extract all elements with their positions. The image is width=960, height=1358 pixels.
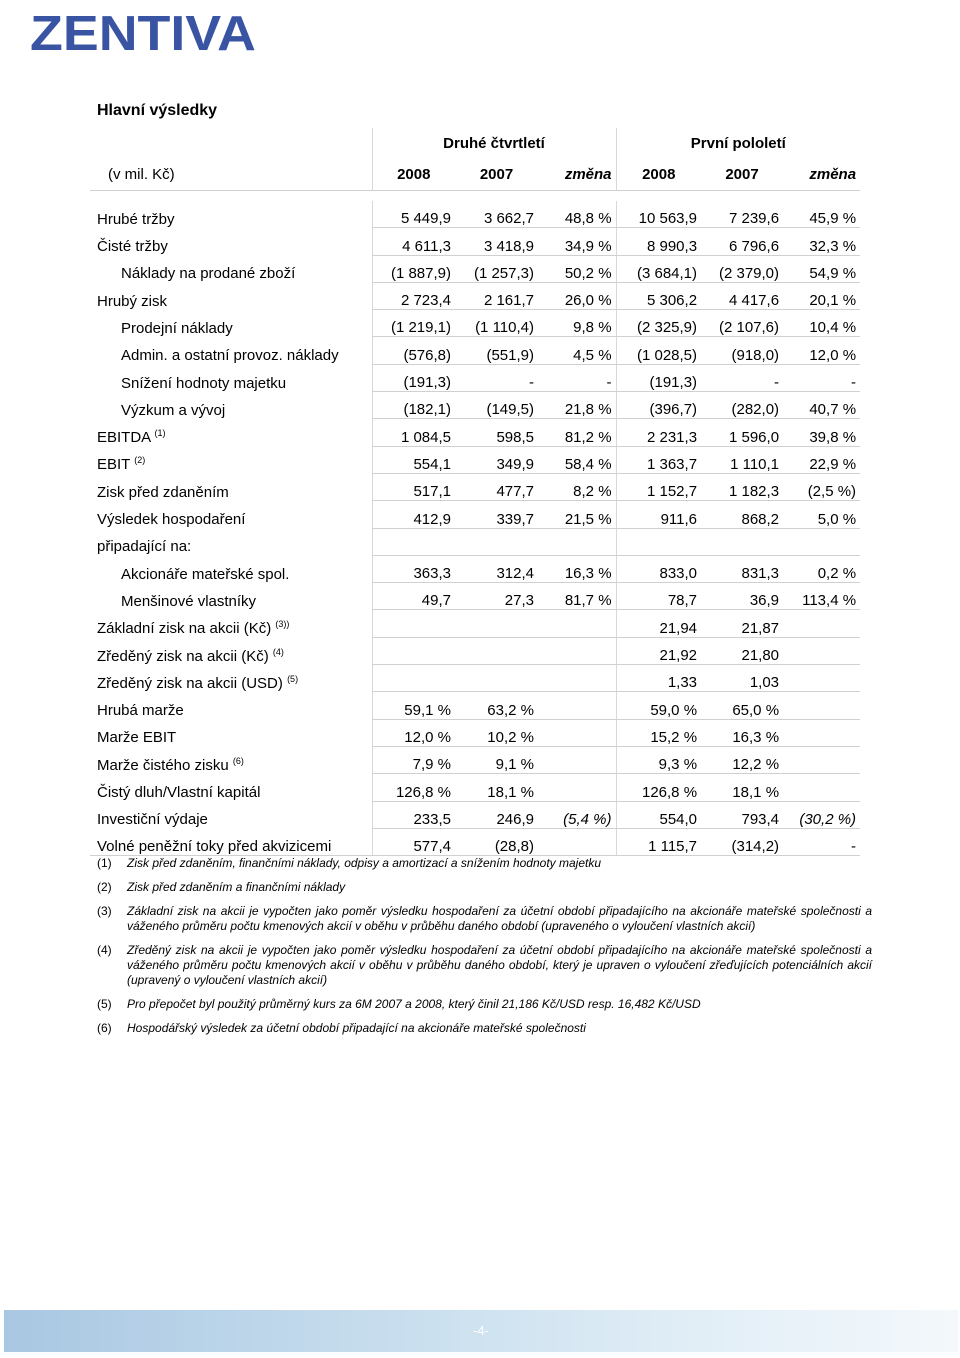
cell-value: 15,2 % xyxy=(616,719,701,746)
footnote-text: Pro přepočet byl použitý průměrný kurs za 6M 2007 a 2008, který činil 21,186 Kč/USD resp. 16,482 Kč/USD xyxy=(127,997,701,1011)
cell-value: 65,0 % xyxy=(701,692,783,719)
row-label xyxy=(90,774,372,801)
cell-value: 21,8 % xyxy=(538,392,616,419)
cell-value: 4 611,3 xyxy=(372,228,455,255)
cell-value: 7 239,6 xyxy=(701,201,783,228)
row-label xyxy=(90,310,372,337)
cell-value xyxy=(783,746,860,773)
cell-value: 4 417,6 xyxy=(701,282,783,309)
cell-value: 477,7 xyxy=(455,473,538,500)
cell-value: 8,2 % xyxy=(538,473,616,500)
cell-value: 4,5 % xyxy=(538,337,616,364)
page-number: -4- xyxy=(473,1323,489,1338)
cell-value xyxy=(538,746,616,773)
cell-value: 339,7 xyxy=(455,501,538,528)
cell-value: 126,8 % xyxy=(616,774,701,801)
cell-value: 3 662,7 xyxy=(455,201,538,228)
row-label-text: Marže EBIT xyxy=(97,729,177,747)
header-change: změna xyxy=(809,165,857,183)
cell-value xyxy=(783,637,860,664)
row-label xyxy=(90,528,372,555)
footnote xyxy=(97,856,872,871)
cell-value: 32,3 % xyxy=(783,228,860,255)
cell-value xyxy=(372,528,455,555)
cell-value: 81,7 % xyxy=(538,583,616,610)
footer-bar xyxy=(4,1310,958,1352)
footnote-ref: (4) xyxy=(272,646,284,657)
cell-value xyxy=(455,610,538,637)
row-label xyxy=(90,665,372,692)
cell-value: 349,9 xyxy=(455,446,538,473)
cell-value: 9,3 % xyxy=(616,746,701,773)
row-label-text: EBITDA xyxy=(97,429,151,447)
table-row xyxy=(90,801,860,828)
cell-value: 598,5 xyxy=(455,419,538,446)
table-row xyxy=(90,310,860,337)
row-label-text: Volné peněžní toky před akvizicemi xyxy=(97,838,332,856)
cell-value: (191,3) xyxy=(372,364,455,391)
footnote-text: Zředěný zisk na akcii je vypočten jako poměr výsledku hospodaření za účetní období připadajícího na akcionáře mateřské společnosti a váženého průměru počtu kmenových akcií v oběhu v průběhu daného období, který je upraven o vyloučení zřeďujících potenciálních akcií (upravený o vyloučení vlastních akcií) xyxy=(127,943,872,987)
footnote-text: Zisk před zdaněním a finančními náklady xyxy=(127,880,346,894)
table-row xyxy=(90,610,860,637)
row-label-text: Menšinové vlastníky xyxy=(121,592,257,610)
footnote xyxy=(97,997,872,1012)
cell-value: 312,4 xyxy=(455,555,538,582)
footnote-number: (4) xyxy=(97,943,112,957)
cell-value: (1 257,3) xyxy=(455,255,538,282)
row-label xyxy=(90,637,372,664)
cell-value: 16,3 % xyxy=(538,555,616,582)
cell-value xyxy=(538,528,616,555)
row-label-text: Zředěný zisk na akcii (Kč) xyxy=(97,647,269,665)
cell-value: 20,1 % xyxy=(783,282,860,309)
footnote xyxy=(97,880,872,895)
cell-value: 48,8 % xyxy=(538,201,616,228)
row-label xyxy=(90,746,372,773)
cell-value: 26,0 % xyxy=(538,282,616,309)
row-label-text: Náklady na prodané zboží xyxy=(121,265,296,283)
table-row xyxy=(90,282,860,309)
table-row xyxy=(90,528,860,555)
zentiva-logo xyxy=(30,4,260,60)
header-unit: (v mil. Kč) xyxy=(108,165,175,183)
cell-value: 113,4 % xyxy=(783,583,860,610)
cell-value xyxy=(538,828,616,855)
table-row xyxy=(90,692,860,719)
cell-value: 27,3 xyxy=(455,583,538,610)
cell-value xyxy=(538,719,616,746)
row-label xyxy=(90,364,372,391)
cell-value: (2 379,0) xyxy=(701,255,783,282)
row-label xyxy=(90,282,372,309)
cell-value: 126,8 % xyxy=(372,774,455,801)
cell-value: - xyxy=(538,364,616,391)
row-label-text: Hrubá marže xyxy=(97,702,184,720)
cell-value: 1,03 xyxy=(701,665,783,692)
table-row xyxy=(90,501,860,528)
table-row xyxy=(90,555,860,582)
table-row xyxy=(90,392,860,419)
cell-value: (3 684,1) xyxy=(616,255,701,282)
cell-value: (314,2) xyxy=(701,828,783,855)
cell-value: 18,1 % xyxy=(701,774,783,801)
cell-value: 50,2 % xyxy=(538,255,616,282)
footnote xyxy=(97,1021,872,1036)
row-label-text: Čistý dluh/Vlastní kapitál xyxy=(97,784,261,802)
row-label-text: Zisk před zdaněním xyxy=(97,483,229,501)
table-row xyxy=(90,583,860,610)
cell-value: (576,8) xyxy=(372,337,455,364)
cell-value: (282,0) xyxy=(701,392,783,419)
cell-value: 21,5 % xyxy=(538,501,616,528)
cell-value: 517,1 xyxy=(372,473,455,500)
cell-value: (2 325,9) xyxy=(616,310,701,337)
cell-value xyxy=(783,528,860,555)
row-label-text: Výsledek hospodaření xyxy=(97,511,246,529)
section-title: Hlavní výsledky xyxy=(97,102,218,119)
cell-value: (1 219,1) xyxy=(372,310,455,337)
cell-value: 78,7 xyxy=(616,583,701,610)
row-label-text: připadající na: xyxy=(97,538,192,556)
cell-value: 412,9 xyxy=(372,501,455,528)
cell-value: 1 110,1 xyxy=(701,446,783,473)
footnote-number: (5) xyxy=(97,997,112,1011)
cell-value xyxy=(538,610,616,637)
cell-value: 2 723,4 xyxy=(372,282,455,309)
cell-value: 1 115,7 xyxy=(616,828,701,855)
row-label xyxy=(90,501,372,528)
row-label xyxy=(90,337,372,364)
cell-value: 59,0 % xyxy=(616,692,701,719)
row-label xyxy=(90,255,372,282)
cell-value xyxy=(372,665,455,692)
cell-value xyxy=(538,774,616,801)
cell-value: 10,2 % xyxy=(455,719,538,746)
header-change: změna xyxy=(564,165,612,183)
cell-value: 1 084,5 xyxy=(372,419,455,446)
cell-value: (5,4 %) xyxy=(538,801,616,828)
cell-value xyxy=(783,774,860,801)
cell-value: 233,5 xyxy=(372,801,455,828)
row-label xyxy=(90,201,372,228)
header-year: 2008 xyxy=(372,158,455,191)
logo-text: ZENTIVA xyxy=(30,7,256,60)
footnote-number: (3) xyxy=(97,904,112,918)
row-label xyxy=(90,610,372,637)
spacer-row xyxy=(90,191,860,202)
cell-value: 1 363,7 xyxy=(616,446,701,473)
cell-value xyxy=(455,528,538,555)
results-table xyxy=(90,128,860,856)
cell-value xyxy=(783,692,860,719)
row-label-text: Akcionáře mateřské spol. xyxy=(121,565,290,583)
row-label-text: Marže čistého zisku xyxy=(97,756,229,774)
cell-value: - xyxy=(701,364,783,391)
row-label xyxy=(90,801,372,828)
cell-value: 18,1 % xyxy=(455,774,538,801)
cell-value: 21,87 xyxy=(701,610,783,637)
cell-value: 911,6 xyxy=(616,501,701,528)
cell-value: 0,2 % xyxy=(783,555,860,582)
cell-value: 868,2 xyxy=(701,501,783,528)
cell-value: - xyxy=(783,364,860,391)
cell-value: (1 110,4) xyxy=(455,310,538,337)
row-label-text: Investiční výdaje xyxy=(97,811,208,829)
row-label xyxy=(90,583,372,610)
cell-value xyxy=(616,528,701,555)
cell-value: (918,0) xyxy=(701,337,783,364)
table-row xyxy=(90,364,860,391)
cell-value: 7,9 % xyxy=(372,746,455,773)
row-label-text: Výzkum a vývoj xyxy=(121,401,226,419)
cell-value: 9,8 % xyxy=(538,310,616,337)
cell-value: 22,9 % xyxy=(783,446,860,473)
footnotes xyxy=(97,856,872,1045)
table-row xyxy=(90,201,860,228)
footnote-ref: (5) xyxy=(287,673,299,684)
table-row xyxy=(90,637,860,664)
cell-value: 81,2 % xyxy=(538,419,616,446)
cell-value: 12,0 % xyxy=(783,337,860,364)
footnote-text: Zisk před zdaněním, finančními náklady, odpisy a amortizací a snížením hodnoty majetku xyxy=(127,856,602,870)
cell-value xyxy=(538,692,616,719)
footnote-text: Základní zisk na akcii je vypočten jako poměr výsledku hospodaření za účetní období připadajícího na akcionáře mateřské společnosti a váženého průměru počtu kmenových akcií v oběhu v průběhu daného období (upraveného o vyloučení vlastních akcií) xyxy=(127,904,872,933)
row-label xyxy=(90,555,372,582)
cell-value xyxy=(538,637,616,664)
header-h1: První pololetí xyxy=(616,128,860,158)
cell-value: 10 563,9 xyxy=(616,201,701,228)
header-years xyxy=(90,158,860,191)
cell-value: 6 796,6 xyxy=(701,228,783,255)
cell-value: 5 306,2 xyxy=(616,282,701,309)
cell-value: 45,9 % xyxy=(783,201,860,228)
cell-value xyxy=(783,665,860,692)
cell-value: 40,7 % xyxy=(783,392,860,419)
cell-value: 5 449,9 xyxy=(372,201,455,228)
row-label xyxy=(90,419,372,446)
footnote-text: Hospodářský výsledek za účetní období připadající na akcionáře mateřské společnosti xyxy=(127,1021,586,1035)
cell-value: (191,3) xyxy=(616,364,701,391)
cell-value: 58,4 % xyxy=(538,446,616,473)
cell-value xyxy=(372,610,455,637)
footnote-ref: (6) xyxy=(232,755,244,766)
cell-value xyxy=(538,665,616,692)
footnote xyxy=(97,943,872,988)
cell-value: 833,0 xyxy=(616,555,701,582)
cell-value: 21,80 xyxy=(701,637,783,664)
header-year: 2007 xyxy=(479,165,514,183)
footnote-number: (1) xyxy=(97,856,112,870)
row-label-text: EBIT xyxy=(97,456,131,474)
cell-value: 34,9 % xyxy=(538,228,616,255)
row-label-text: Prodejní náklady xyxy=(121,319,233,337)
cell-value: 1,33 xyxy=(616,665,701,692)
footnote-ref: (1) xyxy=(154,428,166,439)
cell-value: (1 028,5) xyxy=(616,337,701,364)
cell-value: (2 107,6) xyxy=(701,310,783,337)
header-groups xyxy=(90,128,860,158)
row-label-text: Hrubý zisk xyxy=(97,292,168,310)
cell-value: 554,1 xyxy=(372,446,455,473)
footnote-ref: (2) xyxy=(134,455,146,466)
cell-value: 3 418,9 xyxy=(455,228,538,255)
row-label-text: Čisté tržby xyxy=(97,238,168,256)
cell-value: 12,2 % xyxy=(701,746,783,773)
table-row xyxy=(90,446,860,473)
cell-value: (396,7) xyxy=(616,392,701,419)
cell-value: (551,9) xyxy=(455,337,538,364)
cell-value xyxy=(455,637,538,664)
cell-value: (2,5 %) xyxy=(783,473,860,500)
cell-value: 831,3 xyxy=(701,555,783,582)
cell-value: 63,2 % xyxy=(455,692,538,719)
cell-value: 793,4 xyxy=(701,801,783,828)
cell-value: 21,94 xyxy=(616,610,701,637)
cell-value: 554,0 xyxy=(616,801,701,828)
cell-value: 5,0 % xyxy=(783,501,860,528)
cell-value: - xyxy=(455,364,538,391)
header-year: 2007 xyxy=(725,165,759,183)
footnote-number: (2) xyxy=(97,880,112,894)
row-label-text: Základní zisk na akcii (Kč) xyxy=(97,620,272,638)
table-row xyxy=(90,665,860,692)
cell-value: (149,5) xyxy=(455,392,538,419)
table-row xyxy=(90,828,860,855)
table-row xyxy=(90,228,860,255)
cell-value: - xyxy=(783,828,860,855)
header-q2: Druhé čtvrtletí xyxy=(372,128,616,158)
cell-value: 2 231,3 xyxy=(616,419,701,446)
row-label-text: Snížení hodnoty majetku xyxy=(121,374,287,392)
cell-value: 49,7 xyxy=(372,583,455,610)
cell-value: 1 182,3 xyxy=(701,473,783,500)
cell-value: 8 990,3 xyxy=(616,228,701,255)
table-row xyxy=(90,255,860,282)
cell-value: (1 887,9) xyxy=(372,255,455,282)
footnote-number: (6) xyxy=(97,1021,112,1035)
row-label xyxy=(90,446,372,473)
row-label xyxy=(90,228,372,255)
cell-value: 21,92 xyxy=(616,637,701,664)
cell-value: 36,9 xyxy=(701,583,783,610)
cell-value: (182,1) xyxy=(372,392,455,419)
cell-value: 12,0 % xyxy=(372,719,455,746)
row-label xyxy=(90,692,372,719)
row-label-text: Admin. a ostatní provoz. náklady xyxy=(121,347,339,365)
cell-value: 246,9 xyxy=(455,801,538,828)
row-label xyxy=(90,392,372,419)
row-label-text: Hrubé tržby xyxy=(97,210,175,228)
cell-value: 9,1 % xyxy=(455,746,538,773)
table-row xyxy=(90,419,860,446)
table-row xyxy=(90,473,860,500)
cell-value: 54,9 % xyxy=(783,255,860,282)
cell-value: 39,8 % xyxy=(783,419,860,446)
cell-value xyxy=(783,719,860,746)
cell-value: 59,1 % xyxy=(372,692,455,719)
cell-value: 363,3 xyxy=(372,555,455,582)
table-row xyxy=(90,774,860,801)
table-row xyxy=(90,337,860,364)
cell-value xyxy=(783,610,860,637)
table-row xyxy=(90,746,860,773)
cell-value xyxy=(372,637,455,664)
cell-value: (28,8) xyxy=(455,828,538,855)
footnote xyxy=(97,904,872,934)
cell-value: 10,4 % xyxy=(783,310,860,337)
row-label xyxy=(90,473,372,500)
header-year: 2008 xyxy=(616,158,701,191)
row-label xyxy=(90,828,372,855)
row-label xyxy=(90,719,372,746)
row-label-text: Zředěný zisk na akcii (USD) xyxy=(97,674,283,692)
footnote-ref: (3)) xyxy=(275,619,290,630)
cell-value: 577,4 xyxy=(372,828,455,855)
cell-value: (30,2 %) xyxy=(783,801,860,828)
table-row xyxy=(90,719,860,746)
cell-value xyxy=(455,665,538,692)
cell-value: 1 596,0 xyxy=(701,419,783,446)
cell-value: 1 152,7 xyxy=(616,473,701,500)
cell-value: 16,3 % xyxy=(701,719,783,746)
cell-value xyxy=(701,528,783,555)
cell-value: 2 161,7 xyxy=(455,282,538,309)
